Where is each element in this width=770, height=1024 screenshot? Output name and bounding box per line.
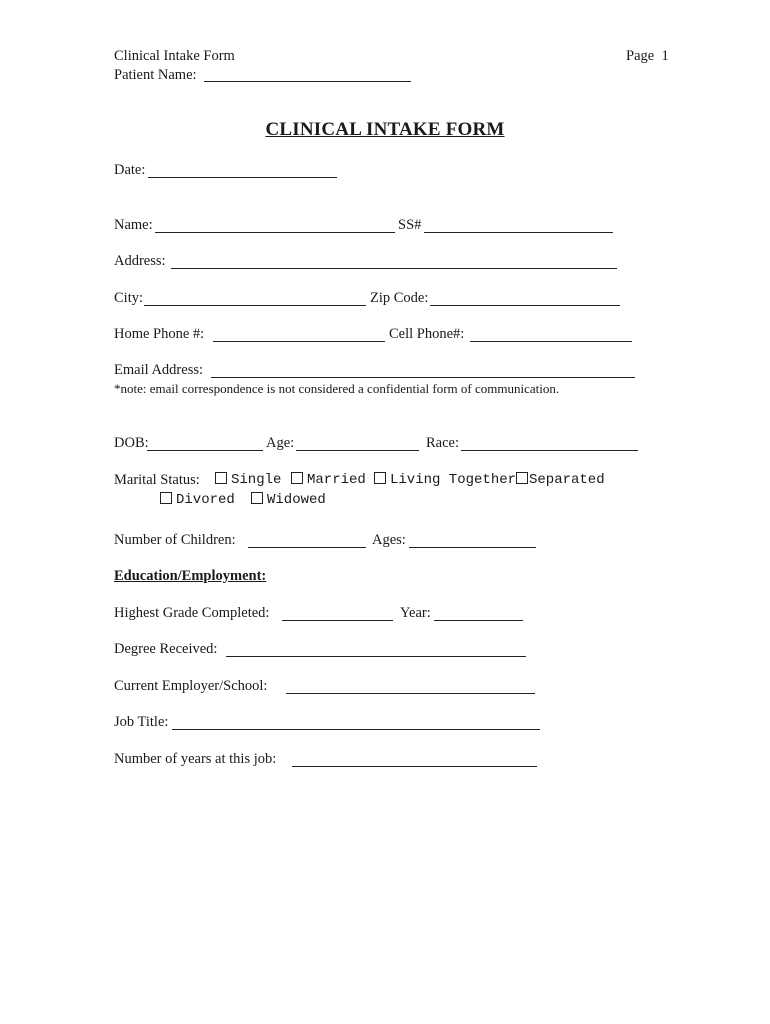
years-at-job-label: Number of years at this job: (114, 751, 277, 767)
city-field[interactable] (144, 305, 366, 306)
page-indicator (626, 47, 669, 65)
marital-option-living-together[interactable]: Living Together (374, 471, 516, 489)
name-label: Name: (114, 217, 153, 233)
date-label: Date: (114, 162, 146, 178)
city-label: City: (114, 290, 144, 306)
checkbox-icon[interactable] (516, 472, 528, 484)
age-field[interactable] (296, 450, 419, 451)
age-label: Age: (266, 435, 295, 451)
name-field[interactable] (155, 232, 395, 233)
date-field[interactable] (148, 177, 337, 178)
highest-grade-field[interactable] (282, 620, 393, 621)
home-phone-field[interactable] (213, 341, 385, 342)
zip-label: Zip Code: (370, 290, 429, 306)
dob-field[interactable] (147, 450, 263, 451)
checkbox-icon[interactable] (215, 472, 227, 484)
email-note: *note: email correspondence is not considered a confidential form of communication. (114, 381, 560, 396)
ssn-field[interactable] (424, 232, 613, 233)
marital-option-widowed[interactable]: Widowed (251, 491, 326, 509)
year-field[interactable] (434, 620, 523, 621)
marital-option-separated[interactable]: Separated (516, 471, 605, 489)
ages-label: Ages: (372, 532, 406, 548)
education-heading: Education/Employment: (114, 568, 267, 584)
highest-grade-label: Highest Grade Completed: (114, 605, 270, 621)
cell-phone-label: Cell Phone#: (389, 326, 465, 342)
marital-option-single[interactable]: Single (215, 471, 281, 489)
degree-label: Degree Received: (114, 641, 218, 657)
ages-field[interactable] (409, 547, 536, 548)
patient-name-label: Patient Name: (114, 67, 197, 83)
cell-phone-field[interactable] (470, 341, 632, 342)
page-title: CLINICAL INTAKE FORM (265, 119, 505, 140)
checkbox-icon[interactable] (160, 492, 172, 504)
zip-field[interactable] (430, 305, 620, 306)
checkbox-icon[interactable] (251, 492, 263, 504)
page-number: 1 (661, 48, 669, 64)
job-title-field[interactable] (172, 729, 540, 730)
patient-name-field[interactable] (204, 81, 411, 82)
address-field[interactable] (171, 268, 617, 269)
dob-label: DOB: (114, 435, 149, 451)
year-label: Year: (400, 605, 431, 621)
num-children-label: Number of Children: (114, 532, 236, 548)
checkbox-icon[interactable] (374, 472, 386, 484)
race-field[interactable] (461, 450, 638, 451)
job-title-label: Job Title: (114, 714, 169, 730)
header-form-name: Clinical Intake Form (114, 48, 235, 64)
num-children-field[interactable] (248, 547, 366, 548)
marital-status-label: Marital Status: (114, 472, 200, 488)
race-label: Race: (426, 435, 460, 451)
employer-field[interactable] (286, 693, 535, 694)
years-at-job-field[interactable] (292, 766, 537, 767)
degree-field[interactable] (226, 656, 526, 657)
page-label: Page (626, 48, 655, 64)
checkbox-icon[interactable] (291, 472, 303, 484)
email-field[interactable] (211, 377, 635, 378)
marital-option-married[interactable]: Married (291, 471, 366, 489)
employer-label: Current Employer/School: (114, 678, 268, 694)
marital-option-divorced[interactable]: Divored (160, 491, 235, 509)
ssn-label: SS# (398, 217, 422, 233)
home-phone-label: Home Phone #: (114, 326, 205, 342)
email-label: Email Address: (114, 362, 204, 378)
address-label: Address: (114, 253, 166, 269)
